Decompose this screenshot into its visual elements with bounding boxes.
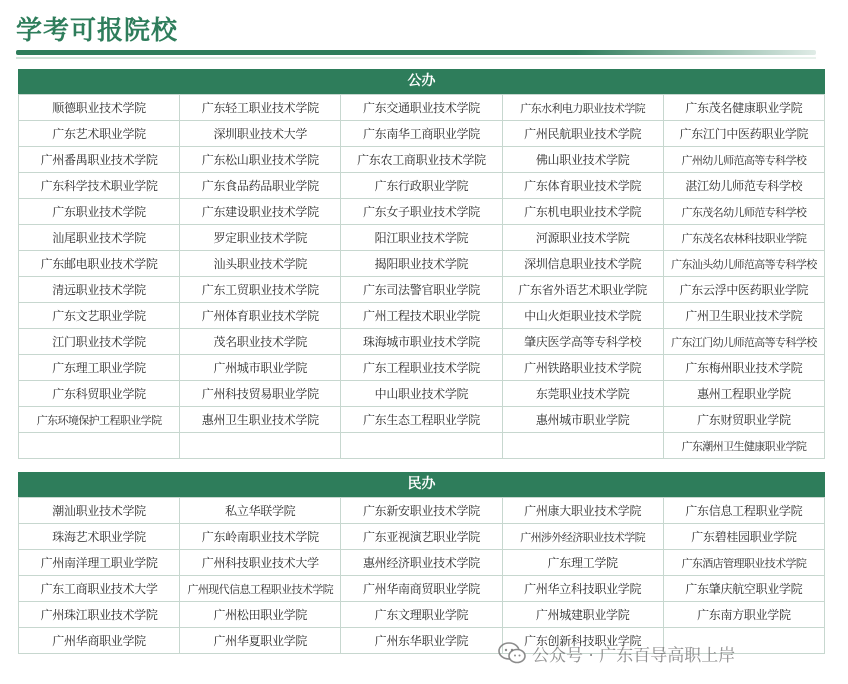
table-cell: 江门职业技术学院: [19, 329, 180, 355]
table-cell: 广东云浮中医药职业学院: [663, 277, 824, 303]
public-header: 公办: [18, 69, 825, 94]
table-cell: 广州松田职业学院: [180, 602, 341, 628]
table-row: [19, 329, 825, 355]
table-cell: 潮汕职业技术学院: [19, 498, 180, 524]
table-cell: 茂名职业技术学院: [180, 329, 341, 355]
table-cell: 广东岭南职业技术学院: [180, 524, 341, 550]
table-cell: 广州科技贸易职业学院: [180, 381, 341, 407]
table-cell: 广东江门幼儿师范高等专科学校: [663, 329, 824, 355]
table-cell: 肇庆医学高等专科学校: [502, 329, 663, 355]
table-row: [19, 225, 825, 251]
table-cell: 广东农工商职业技术学院: [341, 147, 502, 173]
table-cell: 广东信息工程职业学院: [663, 498, 824, 524]
table-cell: 广州工程技术职业学院: [341, 303, 502, 329]
table-cell: [502, 433, 663, 459]
table-cell: 广州体育职业技术学院: [180, 303, 341, 329]
table-cell: 珠海艺术职业学院: [19, 524, 180, 550]
table-cell: 私立华联学院: [180, 498, 341, 524]
table-cell: 广东工商职业技术大学: [19, 576, 180, 602]
table-cell: 广州涉外经济职业技术学院: [502, 524, 663, 550]
title-underline-thin: [16, 57, 816, 59]
table-cell: 广州康大职业技术学院: [502, 498, 663, 524]
table-cell: 广州东华职业学院: [341, 628, 502, 654]
table-cell: [341, 433, 502, 459]
table-cell: 广东茂名农林科技职业学院: [663, 225, 824, 251]
table-row: [19, 381, 825, 407]
table-cell: 广东亚视演艺职业学院: [341, 524, 502, 550]
table-row: [19, 524, 825, 550]
table-cell: 广东江门中医药职业学院: [663, 121, 824, 147]
table-row: [19, 576, 825, 602]
table-cell: 惠州城市职业学院: [502, 407, 663, 433]
table-cell: 东莞职业技术学院: [502, 381, 663, 407]
table-cell: 顺德职业技术学院: [19, 95, 180, 121]
table-cell: 广州现代信息工程职业技术学院: [180, 576, 341, 602]
table-cell: 广东理工职业学院: [19, 355, 180, 381]
table-cell: 广东司法警官职业学院: [341, 277, 502, 303]
table-cell: 广州珠江职业技术学院: [19, 602, 180, 628]
table-cell: 广东工程职业技术学院: [341, 355, 502, 381]
watermark-text: 公众号 · 广东百导高职上岸: [532, 645, 736, 666]
table-cell: 广东茂名健康职业学院: [663, 95, 824, 121]
public-table: [18, 94, 825, 459]
table-row: [19, 173, 825, 199]
table-cell: 广州城市职业学院: [180, 355, 341, 381]
table-cell: 广东财贸职业学院: [663, 407, 824, 433]
table-cell: 广州华商职业学院: [19, 628, 180, 654]
table-cell: 广东南华工商职业学院: [341, 121, 502, 147]
table-row: [19, 355, 825, 381]
table-row: [19, 199, 825, 225]
page-title: 学考可报院校: [16, 16, 179, 46]
table-row: [19, 498, 825, 524]
table-cell: 广东职业技术学院: [19, 199, 180, 225]
table-cell: 广东艺术职业学院: [19, 121, 180, 147]
table-cell: 罗定职业技术学院: [180, 225, 341, 251]
table-cell: 广东女子职业技术学院: [341, 199, 502, 225]
table-cell: 中山火炬职业技术学院: [502, 303, 663, 329]
watermark: [498, 640, 735, 666]
private-section: [18, 472, 825, 654]
table-cell: 广东体育职业技术学院: [502, 173, 663, 199]
table-cell: 广东行政职业学院: [341, 173, 502, 199]
table-cell: 河源职业技术学院: [502, 225, 663, 251]
table-cell: 广东省外语艺术职业学院: [502, 277, 663, 303]
table-cell: 揭阳职业技术学院: [341, 251, 502, 277]
table-cell: 深圳职业技术大学: [180, 121, 341, 147]
table-cell: 汕头职业技术学院: [180, 251, 341, 277]
table-row: [19, 277, 825, 303]
table-cell: 深圳信息职业技术学院: [502, 251, 663, 277]
table-cell: 广州城建职业学院: [502, 602, 663, 628]
table-cell: 广东食品药品职业学院: [180, 173, 341, 199]
table-cell: 阳江职业技术学院: [341, 225, 502, 251]
table-cell: 广东创新科技职业学院: [502, 628, 663, 654]
table-cell: 广东科学技术职业学院: [19, 173, 180, 199]
table-cell: 广东碧桂园职业学院: [663, 524, 824, 550]
table-cell: 广东文艺职业学院: [19, 303, 180, 329]
table-cell: [19, 433, 180, 459]
table-cell: 广东生态工程职业学院: [341, 407, 502, 433]
table-cell: 广东酒店管理职业技术学院: [663, 550, 824, 576]
table-cell: 惠州经济职业技术学院: [341, 550, 502, 576]
table-cell: 广东理工学院: [502, 550, 663, 576]
wechat-icon: [498, 642, 526, 664]
table-cell: 惠州工程职业学院: [663, 381, 824, 407]
table-cell: 湛江幼儿师范专科学校: [663, 173, 824, 199]
table-cell: 广东交通职业技术学院: [341, 95, 502, 121]
table-row: [19, 602, 825, 628]
table-cell: 广州卫生职业技术学院: [663, 303, 824, 329]
table-cell: 广东茂名幼儿师范专科学校: [663, 199, 824, 225]
title-underline: [16, 50, 816, 55]
table-cell: 广州科技职业技术大学: [180, 550, 341, 576]
table-cell: 广东梅州职业技术学院: [663, 355, 824, 381]
table-row: [19, 550, 825, 576]
table-cell: 广东松山职业技术学院: [180, 147, 341, 173]
table-cell: 广州番禺职业技术学院: [19, 147, 180, 173]
table-cell: 广东建设职业技术学院: [180, 199, 341, 225]
table-cell: 广东肇庆航空职业学院: [663, 576, 824, 602]
table-row: [19, 95, 825, 121]
table-cell: 广东潮州卫生健康职业学院: [663, 433, 824, 459]
table-cell: 广东邮电职业技术学院: [19, 251, 180, 277]
table-cell: 中山职业技术学院: [341, 381, 502, 407]
table-cell: [180, 433, 341, 459]
table-row: [19, 121, 825, 147]
table-cell: 广东轻工职业技术学院: [180, 95, 341, 121]
table-row: [19, 407, 825, 433]
table-cell: 广东环境保护工程职业学院: [19, 407, 180, 433]
table-cell: 广东汕头幼儿师范高等专科学校: [663, 251, 824, 277]
table-cell: 广州华南商贸职业学院: [341, 576, 502, 602]
private-table: [18, 497, 825, 654]
table-cell: 广东南方职业学院: [663, 602, 824, 628]
table-cell: 广东文理职业学院: [341, 602, 502, 628]
table-cell: 佛山职业技术学院: [502, 147, 663, 173]
table-row: [19, 251, 825, 277]
table-cell: 惠州卫生职业技术学院: [180, 407, 341, 433]
table-cell: 广州华夏职业学院: [180, 628, 341, 654]
table-cell: 广东新安职业技术学院: [341, 498, 502, 524]
table-cell: 广州幼儿师范高等专科学校: [663, 147, 824, 173]
table-row: [19, 147, 825, 173]
table-cell: 广州南洋理工职业学院: [19, 550, 180, 576]
table-cell: 清远职业技术学院: [19, 277, 180, 303]
table-cell: 广东工贸职业技术学院: [180, 277, 341, 303]
public-section: [18, 69, 825, 459]
table-cell: 广州民航职业技术学院: [502, 121, 663, 147]
table-row: [19, 433, 825, 459]
table-cell: 广东水利电力职业技术学院: [502, 95, 663, 121]
table-cell: 广东机电职业技术学院: [502, 199, 663, 225]
table-cell: 广东科贸职业学院: [19, 381, 180, 407]
private-header: 民办: [18, 472, 825, 497]
table-cell: 珠海城市职业技术学院: [341, 329, 502, 355]
table-row: [19, 303, 825, 329]
table-cell: 广州铁路职业技术学院: [502, 355, 663, 381]
table-cell: 汕尾职业技术学院: [19, 225, 180, 251]
table-cell: 广州华立科技职业学院: [502, 576, 663, 602]
